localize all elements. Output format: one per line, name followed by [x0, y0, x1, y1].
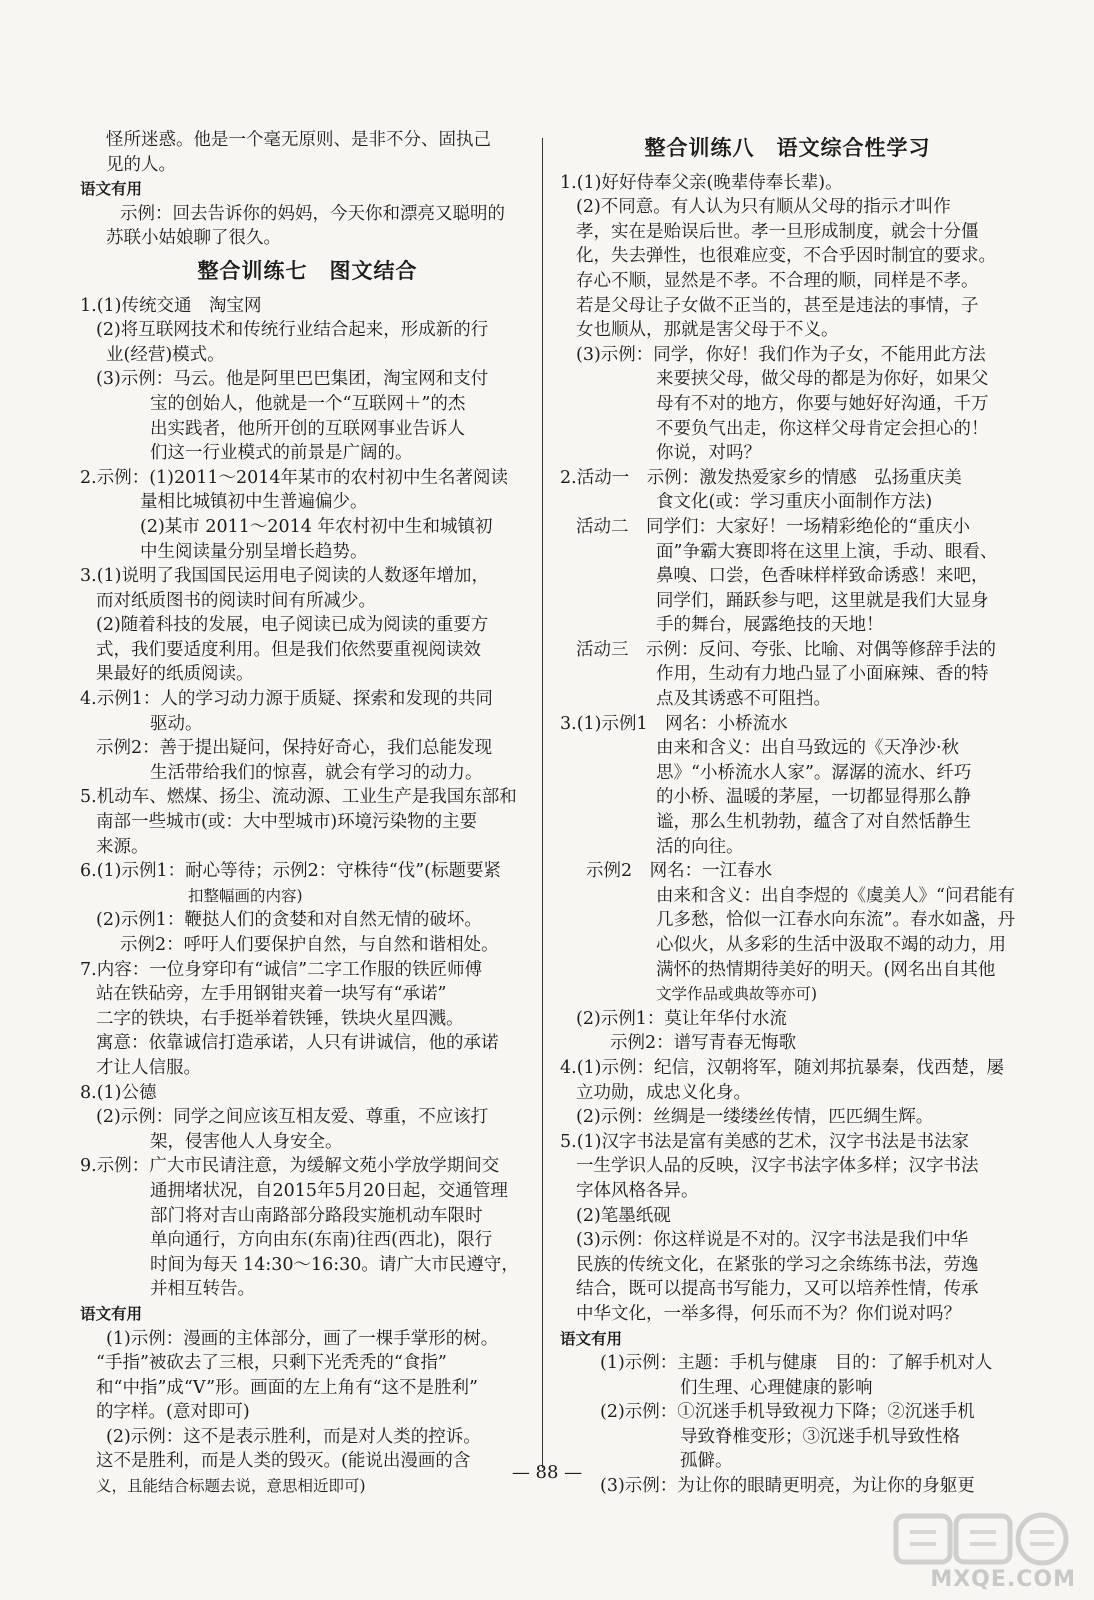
left-text-line: 中生阅读量分别呈增长趋势。: [140, 541, 368, 562]
right-section-heading: 整合训练八 语文综合性学习: [644, 136, 931, 160]
right-text-line: (3)示例：你这样说是不对的。汉字书法是我们中华: [576, 1230, 969, 1251]
right-text-line: 来要挟父母，做父母的都是为你好，如果父: [656, 369, 989, 390]
left-text-line: (3)示例：马云。他是阿里巴巴集团，淘宝网和支付: [96, 369, 489, 390]
left-text-line: 架，侵害他人人身安全。: [150, 1131, 343, 1152]
right-text-line: 5.(1)汉字书法是富有美感的艺术，汉字书法是书法家: [560, 1131, 969, 1152]
right-text-line: (3)示例：为让你的眼睛更明亮，为让你的身躯更: [600, 1476, 975, 1497]
left-subheading: 语文有用: [80, 1304, 143, 1323]
left-text-line: 苏联小姑娘聊了很久。: [106, 228, 281, 249]
right-text-line: 鼻嗅、口尝，色香味样样致命诱惑！来吧，: [656, 566, 989, 587]
left-text-line: 来源。: [96, 836, 149, 857]
watermark-logo: [890, 1510, 1080, 1594]
right-text-line: 谧，那么生机勃勃，蕴含了对自然恬静生: [656, 812, 971, 833]
right-text-line: 不要负气出走，你这样父母肯定会担心的！: [656, 418, 989, 439]
left-text-line: 驱动。: [150, 713, 203, 734]
left-text-line: 9.示例：广大市民请注意，为缓解文苑小学放学期间交: [80, 1156, 500, 1177]
left-text-line: 义，且能结合标题去说，意思相近即可): [96, 1477, 366, 1496]
left-text-line: 见的人。: [106, 154, 176, 175]
right-text-line: 的小桥、温暖的茅屋，一切都显得那么静: [656, 787, 971, 808]
left-text-line: 1.(1)传统交通 淘宝网: [80, 295, 262, 316]
right-text-line: (3)示例：同学，你好！我们作为子女，不能用此方法: [576, 344, 986, 365]
right-text-line: 一生学识人品的反映，汉字书法字体多样；汉字书法: [576, 1156, 979, 1177]
left-text-line: 生活带给我们的惊喜，就会有学习的动力。: [150, 762, 483, 783]
right-text-line: 中华文化，一举多得，何乐而不为？你们说对吗？: [576, 1303, 961, 1324]
left-text-line: (1)示例：漫画的主体部分，画了一棵手掌形的树。: [106, 1328, 499, 1349]
right-text-line: 由来和含义：出自李煜的《虞美人》“问君能有: [656, 885, 1015, 906]
right-text-line: 2.活动一 示例：激发热爱家乡的情感 弘扬重庆美: [560, 467, 962, 488]
left-text-line: 4.示例1：人的学习动力源于质疑、探索和发现的共同: [80, 689, 493, 710]
right-text-line: 们生理、心理健康的影响: [680, 1377, 873, 1398]
right-text-line: 存心不顺，显然是不孝。不合理的顺，同样是不孝。: [576, 270, 979, 291]
left-text-line: 寓意：依靠诚信打造承诺，人只有讲诚信，他的承诺: [96, 1033, 499, 1054]
right-text-line: 活动二 同学们：大家好！一场精彩绝伦的“重庆小: [576, 516, 970, 537]
right-text-line: 活的向往。: [656, 836, 744, 857]
left-text-line: 部门将对吉山南路部分路段实施机动车限时: [150, 1205, 483, 1226]
left-text-line: 单向通行，方向由东(东南)往西(西北)，限行: [150, 1230, 493, 1251]
left-column: [80, 128, 535, 1499]
right-text-line: 化，失去弹性，也很难应变，不合乎因时制宜的要求。: [576, 246, 996, 267]
right-text-line: 1.(1)好好侍奉父亲(晚辈侍奉长辈)。: [560, 172, 843, 193]
right-text-line: 由来和含义：出自马致远的《天净沙·秋: [656, 738, 960, 759]
left-text-line: 量相比城镇初中生普遍偏少。: [140, 492, 368, 513]
right-text-line: 孤僻。: [680, 1451, 733, 1472]
right-text-line: 几多愁，恰似一江春水向东流”。春水如盏，丹: [656, 910, 1015, 931]
left-text-line: (2)示例：这不是表示胜利，而是对人类的控诉。: [106, 1426, 481, 1447]
right-column: [560, 128, 1015, 1499]
left-text-line: 3.(1)说明了我国国民运用电子阅读的人数逐年增加，: [80, 566, 489, 587]
right-text-line: 民族的传统文化，在紧张的学习之余练练书法，劳逸: [576, 1254, 979, 1275]
right-text-line: 示例2：谱写青春无悔歌: [610, 1033, 797, 1054]
left-text-line: 示例2：呼吁人们要保护自然，与自然和谐相处。: [120, 935, 499, 955]
watermark-logo-graphic: [890, 1510, 1080, 1570]
left-text-line: 7.内容：一位身穿印有“诚信”二字工作服的铁匠师傅: [80, 959, 483, 980]
right-text-line: 若是父母让子女做不正当的，甚至是违法的事情，子: [576, 295, 979, 316]
right-text-line: 作用，生动有力地凸显了小面麻辣、香的特: [656, 664, 989, 685]
left-section-heading: 整合训练七 图文结合: [197, 258, 418, 283]
left-text-line: 示例：回去告诉你的妈妈，今天你和漂亮又聪明的: [120, 203, 505, 224]
right-text-line: (2)示例1：莫让年华付水流: [576, 1008, 787, 1029]
left-text-line: 们这一行业模式的前景是广阔的。: [150, 443, 413, 464]
right-text-line: (1)示例：主题：手机与健康 目的：了解手机对人: [600, 1353, 993, 1374]
left-text-line: (2)将互联网技术和传统行业结合起来，形成新的行: [96, 320, 489, 341]
right-text-line: 女也顺从，那就是害父母于不义。: [576, 320, 839, 341]
right-text-line: 示例2 网名：一江春水: [586, 861, 773, 882]
left-text-line: “手指”被砍去了三根，只剩下光秃秃的“食指”: [96, 1353, 447, 1374]
left-text-line: 5.机动车、燃煤、扬尘、流动源、工业生产是我国东部和: [80, 787, 517, 808]
right-text-line: 点及其诱惑不可阻挡。: [656, 689, 831, 710]
left-text-line: 出实践者，他所开创的互联网事业告诉人: [150, 418, 465, 439]
right-text-line: (2)示例：①沉迷手机导致视力下降；②沉迷手机: [600, 1402, 975, 1423]
right-text-line: 导致脊椎变形；③沉迷手机导致性格: [680, 1426, 960, 1447]
column-divider: [542, 138, 543, 1468]
right-text-line: 文学作品或典故等亦可): [656, 985, 818, 1004]
right-text-line: 手的舞台，展露绝技的天地！: [656, 615, 884, 636]
left-text-line: 怪所迷惑。他是一个毫无原则、是非不分、固执己: [106, 130, 491, 150]
right-text-line: 心似火，从多彩的生活中汲取不竭的动力，用: [656, 935, 1006, 955]
left-text-line: 8.(1)公德: [80, 1082, 157, 1103]
right-text-line: 字体风格各异。: [576, 1180, 699, 1201]
left-text-line: 南部一些城市(或：大中型城市)环境污染物的主要: [96, 812, 478, 833]
left-text-line: 2.示例：(1)2011～2014年某市的农村初中生名著阅读: [80, 467, 509, 488]
left-text-line: 业(经营)模式。: [106, 344, 225, 365]
left-text-line: 站在铁砧旁，左手用钢钳夹着一块写有“承诺”: [96, 984, 447, 1005]
left-text-line: 时间为每天 14:30～16:30。请广大市民遵守，: [150, 1254, 519, 1275]
page-number: — 88 —: [511, 1462, 583, 1483]
right-text-line: 食文化(或：学习重庆小面制作方法): [656, 492, 933, 513]
right-text-line: 面”争霸大赛即将在这里上演，手动、眼看、: [656, 541, 998, 562]
left-text-line: 的字样。(意对即可): [96, 1402, 250, 1423]
left-text-line: 示例2：善于提出疑问，保持好奇心，我们总能发现: [96, 738, 493, 759]
watermark-text: MXQE.COM: [930, 1567, 1076, 1592]
left-text-line: 扣整幅画的内容): [188, 886, 303, 905]
left-text-line: 式，我们要适度利用。但是我们依然要重视阅读效: [96, 639, 481, 660]
left-text-line: 才让人信服。: [96, 1057, 201, 1078]
right-text-line: 孝，实在是贻误后世。孝一旦形成制度，就会十分僵: [576, 221, 979, 242]
left-text-line: 宝的创始人，他就是一个“互联网＋”的杰: [150, 393, 466, 414]
left-subheading: 语文有用: [80, 180, 143, 199]
right-text-line: 3.(1)示例1 网名：小桥流水: [560, 713, 788, 734]
left-text-line: (2)示例：同学之间应该互相友爱、尊重，不应该打: [96, 1107, 489, 1128]
left-text-line: (2)某市 2011～2014 年农村初中生和城镇初: [140, 516, 493, 537]
right-text-line: (2)不同意。有人认为只有顺从父母的指示才叫作: [576, 197, 951, 218]
right-text-line: 思》“小桥流水人家”。潺潺的流水、纤巧: [656, 762, 972, 783]
left-text-line: 并相互转告。: [150, 1279, 255, 1300]
left-text-line: 通拥堵状况，自2015年5月20日起，交通管理: [150, 1180, 508, 1201]
right-text-line: 4.(1)示例：纪信，汉朝将军，随刘邦抗暴秦，伐西楚，屡: [560, 1057, 1004, 1078]
left-text-line: 二字的铁块，右手挺举着铁锤，铁块火星四溅。: [96, 1008, 464, 1029]
right-text-line: 同学们，踊跃参与吧，这里就是我们大显身: [656, 590, 989, 611]
right-text-line: 立功勋，成忠义化身。: [576, 1082, 751, 1103]
left-text-line: (2)随着科技的发展，电子阅读已成为阅读的重要方: [96, 615, 489, 636]
right-text-line: 满怀的热情期待美好的明天。(网名出自其他: [656, 959, 996, 980]
right-text-line: 活动三 示例：反问、夸张、比喻、对偶等修辞手法的: [576, 639, 996, 660]
left-text-line: 果最好的纸质阅读。: [96, 664, 254, 685]
left-text-line: 而对纸质图书的阅读时间有所减少。: [96, 590, 376, 611]
left-text-line: 和“中指”成“V”形。画面的左上角有“这不是胜利”: [96, 1377, 478, 1398]
left-text-line: 6.(1)示例1：耐心等待；示例2：守株待“伐”(标题要紧: [80, 861, 501, 882]
right-text-line: 母有不对的地方，你要与她好好沟通，千万: [656, 393, 989, 414]
right-text-line: (2)笔墨纸砚: [576, 1205, 671, 1226]
right-text-line: 结合，既可以提高书写能力，又可以培养性情，传承: [576, 1279, 979, 1300]
left-text-line: 这不是胜利，而是人类的毁灭。(能说出漫画的含: [96, 1451, 471, 1472]
right-text-line: 你说，对吗？: [656, 443, 761, 464]
left-text-line: (2)示例1：鞭挞人们的贪婪和对自然无情的破坏。: [96, 910, 482, 931]
right-subheading: 语文有用: [560, 1329, 623, 1348]
right-text-line: (2)示例：丝绸是一缕缕丝传情，匹匹绸生辉。: [576, 1107, 934, 1128]
